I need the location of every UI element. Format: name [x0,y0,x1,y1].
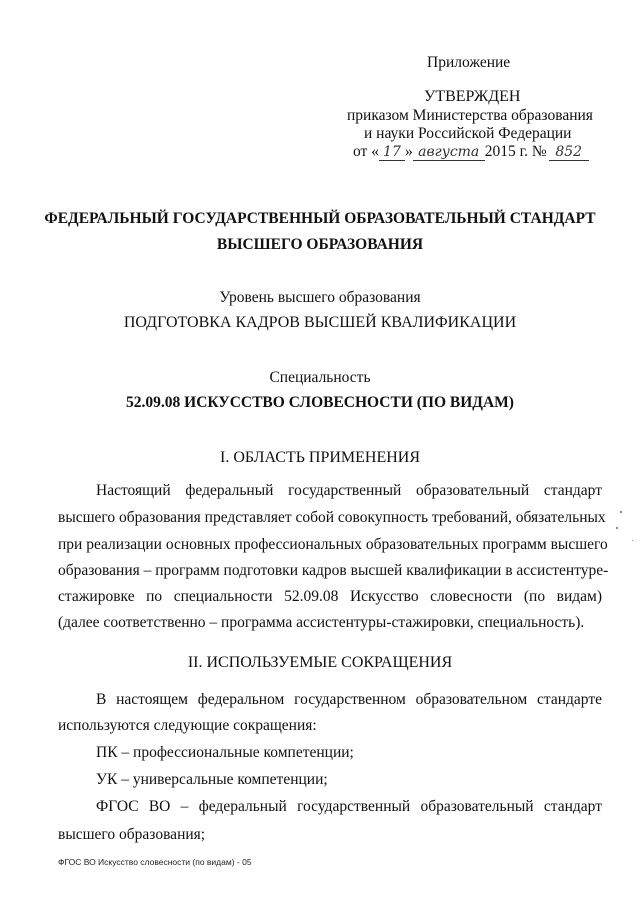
approved-label: УТВЕРЖДЕН [424,88,521,105]
date-month: августа [413,144,485,161]
date-year: 2015 г. № [484,143,547,160]
section-1-line: Настоящий федеральный государственный образовательный стандарт [96,482,602,499]
order-date-line [353,143,589,161]
section-2-line: используются следующие сокращения: [58,717,317,734]
appendix-label: Приложение [427,54,511,71]
scan-speck [632,540,633,541]
scan-speck [616,527,618,529]
section-2-line: ФГОС ВО – федеральный государственный образовательный стандарт [96,798,602,815]
section-1-heading: I. ОБЛАСТЬ ПРИМЕНЕНИЯ [219,449,421,466]
date-prefix: от « [353,143,379,160]
level-value: ПОДГОТОВКА КАДРОВ ВЫСШЕЙ КВАЛИФИКАЦИИ [123,314,517,331]
standard-title-line-2: ВЫСШЕГО ОБРАЗОВАНИЯ [216,236,424,253]
order-number: 852 [549,144,589,161]
section-1-line: стажировке по специальности 52.09.08 Искусство словесности (по видам) [58,588,602,605]
section-1-line: образования – программ подготовки кадров высшей квалификации в ассистентуре- [58,562,609,579]
specialty-value: 52.09.08 ИСКУССТВО СЛОВЕСНОСТИ (ПО ВИДАМ) [126,394,514,411]
standard-title-line-1: ФЕДЕРАЛЬНЫЙ ГОСУДАРСТВЕННЫЙ ОБРАЗОВАТЕЛЬНЫЙ СТАНДАРТ [44,210,596,227]
section-2-line: высшего образования; [58,826,206,843]
specialty-label: Специальность [269,369,371,386]
order-line-2: и науки Российской Федерации [364,125,572,142]
level-label: Уровень высшего образования [219,289,421,306]
scan-speck [620,511,622,513]
section-2-line: ПК – профессиональные компетенции; [96,744,354,761]
section-2-line: В настоящем федеральном государственном образовательном стандарте [96,691,602,708]
section-2-line: УК – универсальные компетенции; [96,771,328,788]
section-2-heading: II. ИСПОЛЬЗУЕМЫЕ СОКРАЩЕНИЯ [187,654,453,671]
section-1-line: высшего образования представляет собой совокупность требований, обязательных [58,509,606,526]
date-day: 17 [379,144,405,161]
page-footer: ФГОС ВО Искусство словесности (по видам) - 05 [58,857,252,867]
section-1-line: (далее соответственно – программа ассистентуры-стажировки, специальность). [58,614,585,631]
date-mid: » [404,143,413,160]
order-line-1: приказом Министерства образования [347,107,593,124]
section-1-line: при реализации основных профессиональных образовательных программ высшего [58,536,608,553]
